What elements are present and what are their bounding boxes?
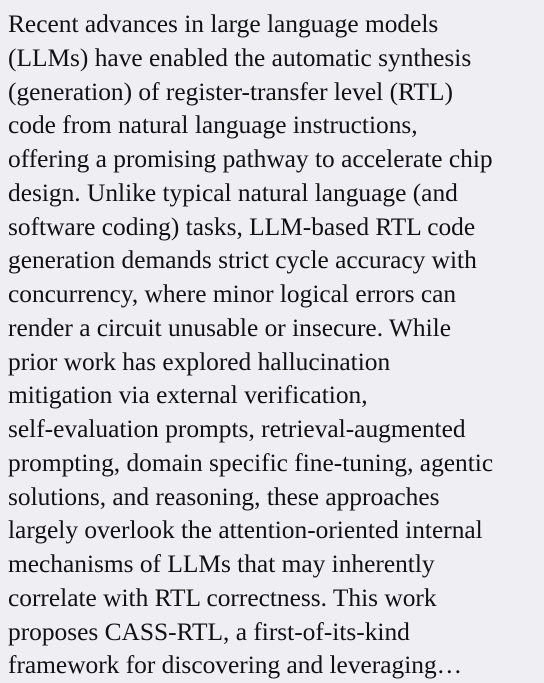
text-line: (LLMs) have enabled the automatic synthesis <box>8 43 472 72</box>
text-line: self-evaluation prompts, retrieval-augmented <box>8 415 466 443</box>
text-line: concurrency, where minor logical errors can <box>8 280 457 308</box>
text-line: (generation) of register-transfer level (RTL) <box>8 77 453 106</box>
abstract-text <box>8 8 540 683</box>
text-line: mitigation via external verification, <box>8 381 368 410</box>
text-line: Recent advances in large language models <box>8 10 439 38</box>
text-line: solutions, and reasoning, these approaches <box>8 482 440 511</box>
text-line: correlate with RTL correctness. This work <box>8 583 437 612</box>
text-line: mechanisms of LLMs that may inherently <box>8 550 435 578</box>
text-line: design. Unlike typical natural language (and <box>8 178 458 207</box>
text-line: generation demands strict cycle accuracy with <box>8 246 477 275</box>
text-line: prompting, domain specific fine-tuning, agentic <box>8 448 494 477</box>
text-line: render a circuit unusable or insecure. While <box>8 313 451 342</box>
text-line: largely overlook the attention-oriented internal <box>8 516 483 545</box>
text-line: framework for discovering and leveraging… <box>8 651 463 680</box>
text-line: proposes CASS-RTL, a first-of-its-kind <box>8 617 410 646</box>
text-line: offering a promising pathway to accelerate chip <box>8 145 493 173</box>
text-line: software coding) tasks, LLM-based RTL code <box>8 212 476 241</box>
text-line: code from natural language instructions, <box>8 111 418 140</box>
text-line: prior work has explored hallucination <box>8 347 391 376</box>
